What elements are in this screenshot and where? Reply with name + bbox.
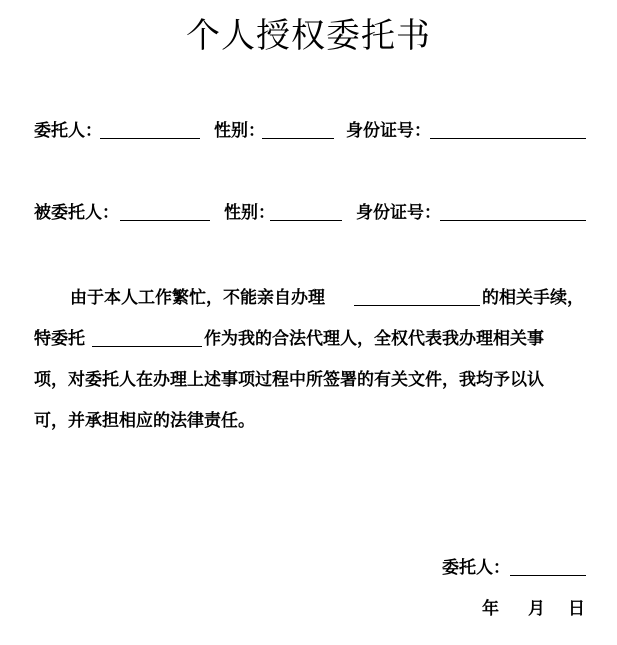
date-row <box>482 596 587 622</box>
signature-label: 委托人： <box>442 558 510 578</box>
body-line-2-text-a: 特委托 <box>34 329 85 349</box>
body-line-3 <box>34 367 586 393</box>
signature-row <box>442 555 587 581</box>
body-line-4 <box>34 408 586 434</box>
principal-gender-label: 性别： <box>214 121 265 141</box>
date-year: 年 <box>482 599 499 619</box>
body-line-2 <box>34 326 586 352</box>
body-line-1-text-a: 由于本人工作繁忙，不能亲自办理 <box>70 288 325 308</box>
body-line-2-text-b: 作为我的合法代理人，全权代表我办理相关事 <box>204 329 544 349</box>
body-line-1-text-b: 的相关手续， <box>482 288 584 308</box>
principal-name-blank[interactable] <box>100 138 200 139</box>
agent-name-blank[interactable] <box>120 220 210 221</box>
principal-id-label: 身份证号： <box>346 121 431 141</box>
document-title: 个人授权委托书 <box>186 16 431 56</box>
date-day: 日 <box>568 599 585 619</box>
principal-gender-blank[interactable] <box>262 138 334 139</box>
agent-gender-label: 性别： <box>224 203 275 223</box>
body-line-3-text: 项，对委托人在办理上述事项过程中所签署的有关文件，我均予以认 <box>34 370 544 390</box>
principal-label: 委托人： <box>34 121 102 141</box>
signature-blank[interactable] <box>510 575 586 576</box>
body-line-4-text: 可，并承担相应的法律责任。 <box>34 411 255 431</box>
principal-info-row <box>34 118 586 144</box>
principal-id-blank[interactable] <box>430 138 586 139</box>
date-month: 月 <box>528 599 545 619</box>
matter-blank[interactable] <box>354 305 480 306</box>
authorization-body <box>34 285 586 431</box>
agent-id-blank[interactable] <box>440 220 586 221</box>
agent-info-row <box>34 200 586 226</box>
agent-gender-blank[interactable] <box>270 220 342 221</box>
agent-id-label: 身份证号： <box>356 203 441 223</box>
body-line-1 <box>34 285 586 311</box>
agent-name-inline-blank[interactable] <box>92 346 202 347</box>
agent-label: 被委托人： <box>34 203 119 223</box>
